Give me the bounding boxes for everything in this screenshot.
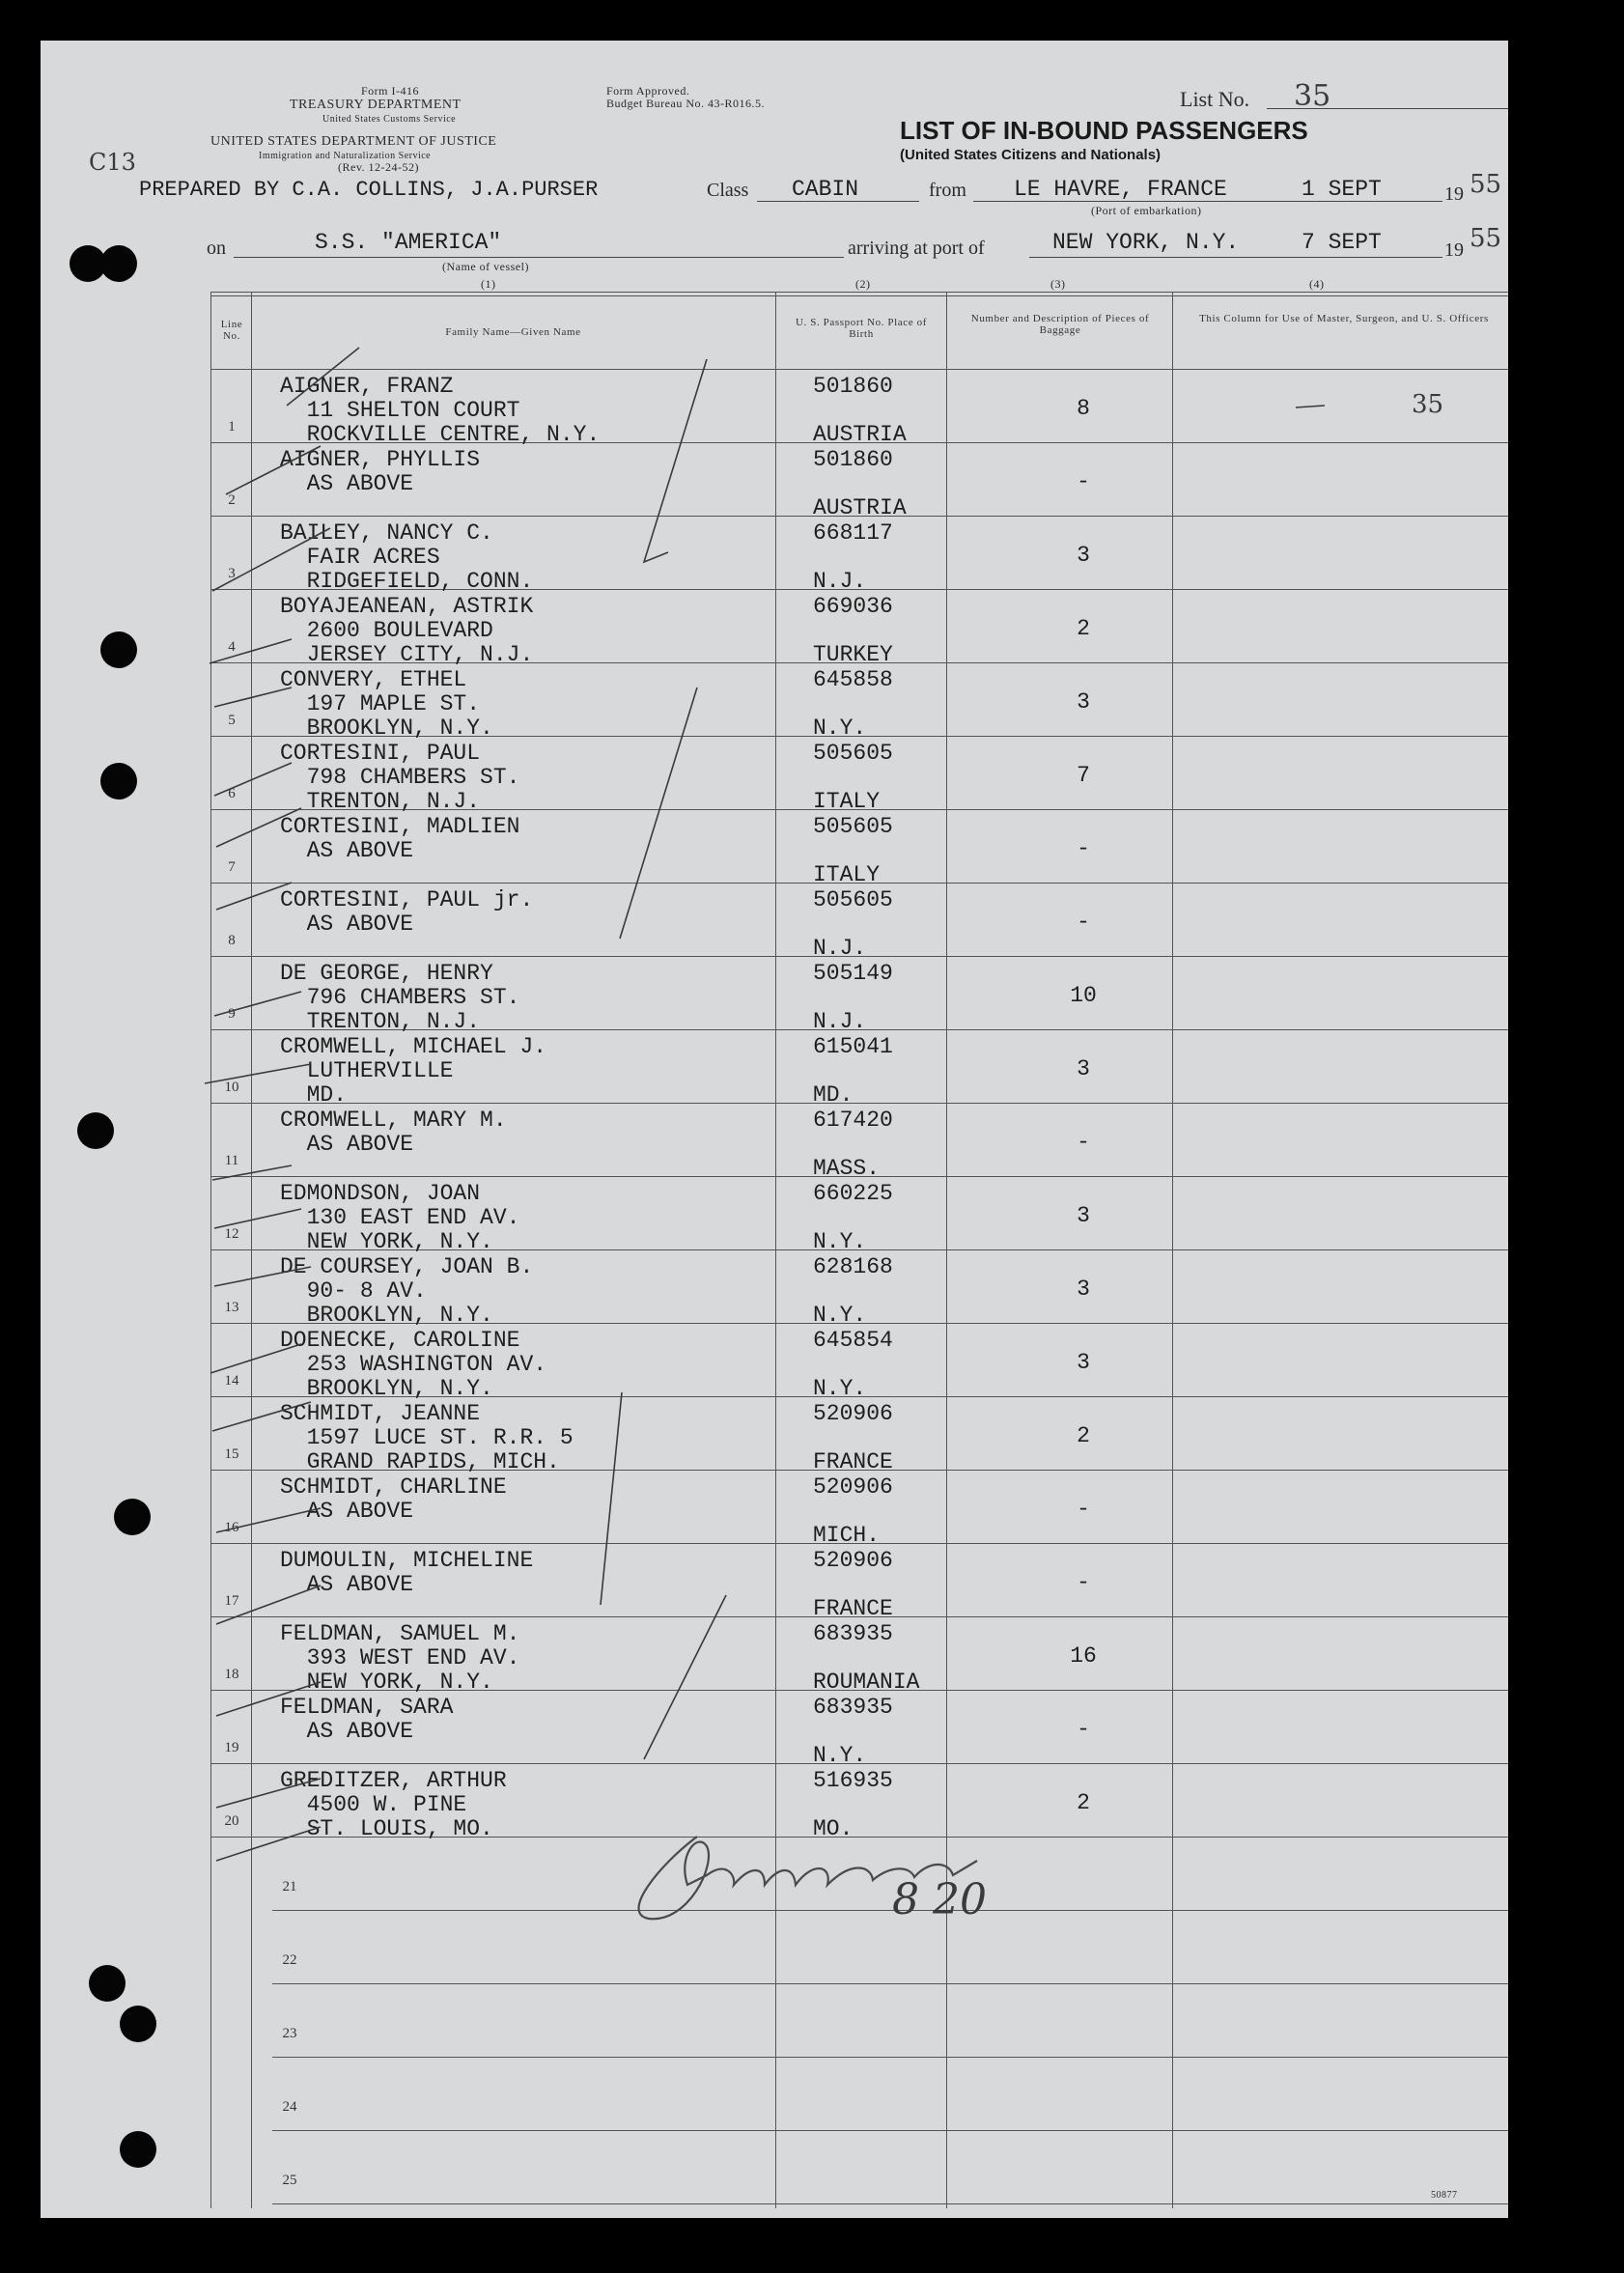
baggage-count: -: [1077, 910, 1090, 935]
address-line: TRENTON, N.J.: [280, 1009, 481, 1034]
baggage-count: -: [1077, 1497, 1090, 1522]
baggage-count: 2: [1077, 1423, 1090, 1448]
passport-number: 615041: [813, 1034, 893, 1059]
place-of-birth: N.Y.: [813, 716, 867, 741]
passport-number: 660225: [813, 1181, 893, 1206]
departure-year: 55: [1470, 170, 1502, 199]
passenger-name: AIGNER, FRANZ: [280, 374, 454, 399]
form-number: Form I-416: [361, 84, 419, 98]
arrival-port: NEW YORK, N.Y.: [1052, 230, 1240, 255]
address-line: AS ABOVE: [280, 471, 414, 496]
place-of-birth: MASS.: [813, 1156, 881, 1181]
passport-number: 683935: [813, 1621, 893, 1646]
place-of-birth: MICH.: [813, 1523, 881, 1548]
place-of-birth: TURKEY: [813, 642, 893, 667]
place-of-birth: FRANCE: [813, 1449, 893, 1474]
line-number: 15: [224, 1446, 239, 1462]
address-line: 4500 W. PINE: [280, 1792, 467, 1817]
class-label: Class: [707, 180, 749, 201]
line-number: 21: [282, 1879, 297, 1894]
manifest-page: [41, 41, 1508, 2218]
address-line: RIDGEFIELD, CONN.: [280, 569, 534, 594]
line-number: 19: [224, 1740, 239, 1755]
baggage-count: 3: [1077, 1056, 1090, 1081]
address-line: MD.: [280, 1082, 348, 1108]
place-of-birth: ROUMANIA: [813, 1670, 920, 1695]
passenger-name: AIGNER, PHYLLIS: [280, 447, 481, 472]
place-of-birth: N.Y.: [813, 1229, 867, 1254]
line-number: 16: [224, 1520, 239, 1535]
list-no-label: List No.: [1180, 87, 1250, 111]
year-prefix: 19: [1444, 183, 1464, 205]
address-line: JERSEY CITY, N.J.: [280, 642, 534, 667]
line-number: 25: [282, 2173, 297, 2188]
passport-number: 669036: [813, 594, 893, 619]
line-number: 4: [228, 639, 236, 655]
prepared-by: PREPARED BY C.A. COLLINS, J.A.PURSER: [139, 178, 599, 202]
address-line: BROOKLYN, N.Y.: [280, 716, 493, 741]
baggage-count: 10: [1070, 983, 1097, 1008]
address-line: AS ABOVE: [280, 1719, 414, 1744]
line-number: 7: [228, 859, 236, 875]
line-number: 10: [224, 1080, 239, 1095]
col-num-2: (2): [855, 277, 871, 291]
col-header-officers: This Column for Use of Master, Surgeon, and U. S. Officers: [1199, 313, 1489, 324]
address-line: ST. LOUIS, MO.: [280, 1816, 493, 1841]
passenger-name: CROMWELL, MARY M.: [280, 1108, 507, 1133]
address-line: AS ABOVE: [280, 1132, 414, 1157]
budget-bureau: Budget Bureau No. 43-R016.5.: [606, 97, 765, 110]
line-number: 2: [228, 492, 236, 508]
place-of-birth: MO.: [813, 1816, 854, 1841]
form-approved: Form Approved.: [606, 84, 690, 98]
col-num-4: (4): [1309, 277, 1325, 291]
baggage-count: 3: [1077, 1350, 1090, 1375]
place-of-birth: N.J.: [813, 936, 867, 961]
address-line: NEW YORK, N.Y.: [280, 1670, 493, 1695]
address-line: 798 CHAMBERS ST.: [280, 765, 520, 790]
passenger-name: GREDITZER, ARTHUR: [280, 1768, 507, 1793]
baggage-count: 16: [1070, 1643, 1097, 1669]
port-embarkation: LE HAVRE, FRANCE: [1014, 177, 1227, 202]
address-line: BROOKLYN, N.Y.: [280, 1376, 493, 1401]
place-of-birth: N.J.: [813, 569, 867, 594]
place-of-birth: AUSTRIA: [813, 495, 907, 520]
manifest-subtitle: (United States Citizens and Nationals): [900, 147, 1162, 163]
place-of-birth: FRANCE: [813, 1596, 893, 1621]
treasury-dept: TREASURY DEPARTMENT: [290, 98, 462, 112]
passenger-name: BOYAJEANEAN, ASTRIK: [280, 594, 534, 619]
address-line: ROCKVILLE CENTRE, N.Y.: [280, 422, 601, 447]
address-line: NEW YORK, N.Y.: [280, 1229, 493, 1254]
arrival-year: 55: [1470, 224, 1502, 253]
passport-number: 520906: [813, 1401, 893, 1426]
col-header-name: Family Name—Given Name: [445, 326, 581, 338]
address-line: 90- 8 AV.: [280, 1278, 427, 1304]
manifest-title: LIST OF IN-BOUND PASSENGERS: [900, 116, 1308, 145]
passport-number: 501860: [813, 374, 893, 399]
address-line: LUTHERVILLE: [280, 1058, 454, 1083]
passenger-name: EDMONDSON, JOAN: [280, 1181, 481, 1206]
passport-number: 683935: [813, 1695, 893, 1720]
baggage-count: 8: [1077, 396, 1090, 421]
address-line: 796 CHAMBERS ST.: [280, 985, 520, 1010]
on-label: on: [207, 238, 226, 259]
baggage-count: -: [1077, 1130, 1090, 1155]
justice-dept: UNITED STATES DEPARTMENT OF JUSTICE: [210, 134, 497, 149]
line-number: 17: [224, 1593, 239, 1609]
passport-number: 505149: [813, 961, 893, 986]
col-num-3: (3): [1050, 277, 1066, 291]
passenger-name: FELDMAN, SARA: [280, 1695, 454, 1720]
signature-time: 8 20: [892, 1875, 987, 1924]
baggage-count: 3: [1077, 1203, 1090, 1228]
baggage-count: -: [1077, 1570, 1090, 1595]
ins-service: Immigration and Naturalization Service: [259, 151, 432, 161]
passenger-name: SCHMIDT, JEANNE: [280, 1401, 481, 1426]
place-of-birth: ITALY: [813, 789, 881, 814]
passenger-name: FELDMAN, SAMUEL M.: [280, 1621, 520, 1646]
col-header-line-no: Line No.: [220, 319, 243, 342]
place-of-birth: N.Y.: [813, 1376, 867, 1401]
address-line: 1597 LUCE ST. R.R. 5: [280, 1425, 574, 1450]
address-line: FAIR ACRES: [280, 545, 440, 570]
address-line: GRAND RAPIDS, MICH.: [280, 1449, 560, 1474]
address-line: 11 SHELTON COURT: [280, 398, 520, 423]
line-number: 11: [224, 1153, 239, 1168]
vessel-name: S.S. "AMERICA": [315, 230, 502, 255]
passport-number: 668117: [813, 520, 893, 546]
passenger-name: DUMOULIN, MICHELINE: [280, 1548, 534, 1573]
vessel-note: (Name of vessel): [442, 260, 529, 273]
baggage-count: 3: [1077, 543, 1090, 568]
passenger-name: DOENECKE, CAROLINE: [280, 1328, 520, 1353]
baggage-count: -: [1077, 469, 1090, 494]
line-number: 13: [224, 1300, 239, 1315]
baggage-count: 2: [1077, 616, 1090, 641]
line-number: 8: [228, 933, 236, 948]
passenger-name: DE COURSEY, JOAN B.: [280, 1254, 534, 1279]
address-line: 253 WASHINGTON AV.: [280, 1352, 547, 1377]
passport-number: 505605: [813, 887, 893, 912]
passenger-name: CORTESINI, PAUL jr.: [280, 887, 534, 912]
port-embark-note: (Port of embarkation): [1091, 204, 1202, 217]
place-of-birth: ITALY: [813, 862, 881, 887]
line-number: 14: [224, 1373, 239, 1389]
place-of-birth: N.Y.: [813, 1743, 867, 1768]
line-number: 6: [228, 786, 236, 801]
year-prefix-2: 19: [1444, 239, 1464, 261]
passport-number: 520906: [813, 1548, 893, 1573]
line-number: 3: [228, 566, 236, 581]
pencil-check-marks: [41, 41, 1508, 2218]
address-line: BROOKLYN, N.Y.: [280, 1303, 493, 1328]
baggage-count: -: [1077, 836, 1090, 861]
baggage-count: 3: [1077, 1277, 1090, 1302]
passport-number: 520906: [813, 1474, 893, 1500]
passenger-name: BAILEY, NANCY C.: [280, 520, 493, 546]
baggage-count: 3: [1077, 689, 1090, 715]
passport-number: 645858: [813, 667, 893, 692]
passenger-name: CORTESINI, MADLIEN: [280, 814, 520, 839]
baggage-count: -: [1077, 1717, 1090, 1742]
address-line: 197 MAPLE ST.: [280, 691, 481, 716]
baggage-count: 7: [1077, 763, 1090, 788]
col-num-1: (1): [481, 277, 496, 291]
passport-number: 516935: [813, 1768, 893, 1793]
place-of-birth: N.Y.: [813, 1303, 867, 1328]
arrival-date: 7 SEPT: [1302, 230, 1382, 255]
col-header-passport: U. S. Passport No. Place of Birth: [796, 317, 927, 340]
arriving-label: arriving at port of: [848, 238, 985, 259]
departure-date: 1 SEPT: [1302, 177, 1382, 202]
line-number: 20: [224, 1813, 239, 1829]
line-number: 23: [282, 2026, 297, 2041]
address-line: AS ABOVE: [280, 838, 414, 863]
place-of-birth: N.J.: [813, 1009, 867, 1034]
passport-number: 505605: [813, 814, 893, 839]
line-number: 1: [228, 419, 236, 435]
customs-service: United States Customs Service: [322, 114, 457, 125]
address-line: 130 EAST END AV.: [280, 1205, 520, 1230]
passenger-name: CONVERY, ETHEL: [280, 667, 467, 692]
passenger-name: CROMWELL, MICHAEL J.: [280, 1034, 547, 1059]
from-label: from: [929, 180, 966, 201]
passport-number: 628168: [813, 1254, 893, 1279]
address-line: 2600 BOULEVARD: [280, 618, 493, 643]
margin-code: C13: [89, 149, 136, 176]
address-line: TRENTON, N.J.: [280, 789, 481, 814]
list-no-value: 35: [1294, 79, 1331, 113]
address-line: AS ABOVE: [280, 1499, 414, 1524]
passenger-name: DE GEORGE, HENRY: [280, 961, 493, 986]
officer-note: 35: [1412, 390, 1444, 419]
revision-date: (Rev. 12-24-52): [338, 160, 420, 174]
class-value: CABIN: [792, 177, 859, 202]
address-line: AS ABOVE: [280, 912, 414, 937]
line-number: 24: [282, 2099, 297, 2115]
form-code: 50877: [1431, 2190, 1458, 2201]
line-number: 22: [282, 1952, 297, 1968]
passport-number: 645854: [813, 1328, 893, 1353]
line-number: 18: [224, 1667, 239, 1682]
line-number: 9: [228, 1006, 236, 1022]
line-number: 5: [228, 713, 236, 728]
place-of-birth: AUSTRIA: [813, 422, 907, 447]
passport-number: 505605: [813, 741, 893, 766]
baggage-count: 2: [1077, 1790, 1090, 1815]
col-header-baggage: Number and Description of Pieces of Baggage: [970, 313, 1150, 336]
passport-number: 617420: [813, 1108, 893, 1133]
passenger-name: CORTESINI, PAUL: [280, 741, 481, 766]
place-of-birth: MD.: [813, 1082, 854, 1108]
passport-number: 501860: [813, 447, 893, 472]
address-line: AS ABOVE: [280, 1572, 414, 1597]
address-line: 393 WEST END AV.: [280, 1645, 520, 1670]
passenger-name: SCHMIDT, CHARLINE: [280, 1474, 507, 1500]
line-number: 12: [224, 1226, 239, 1242]
